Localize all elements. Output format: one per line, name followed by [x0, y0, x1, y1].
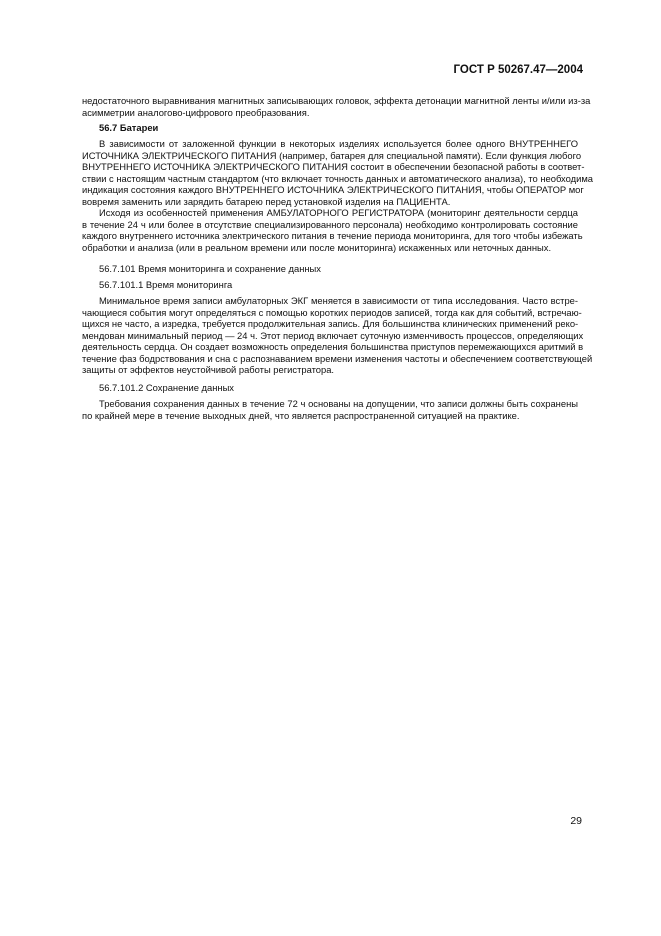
intro-paragraph: [82, 95, 591, 118]
page-number: 29: [570, 815, 582, 827]
text-line: защиты от эффектов неустойчивой работы регистратора.: [82, 364, 335, 375]
paragraph-batteries-2: [82, 207, 583, 253]
subsection-heading: 56.7.101.1 Время мониторинга: [99, 279, 233, 290]
text-line: течение фаз бодрствования и сна с распознаванием времени изменения частоты и обеспечением соответствующей: [82, 352, 593, 364]
text-line: Требования сохранения данных в течение 72 ч основаны на допущении, что записи должны быть сохранены: [99, 398, 578, 409]
text-line: асимметрии аналогово-цифрового преобразования.: [82, 106, 310, 118]
text-line: по крайней мере в течение выходных дней, что является распространенной ситуацией на практике.: [82, 409, 520, 421]
document-number: ГОСТ Р 50267.47—2004: [453, 64, 583, 76]
text-line: обработки и анализа (или в реальном времени или после мониторинга) искаженных или неточных данных.: [82, 241, 552, 253]
text-line: ствии с настоящим частным стандартом (что включает точность данных и автоматического анализа), то необходима: [82, 172, 593, 184]
subsection-heading: 56.7.101.2 Сохранение данных: [99, 382, 234, 393]
text-line: Минимальное время записи амбулаторных ЭКГ меняется в зависимости от типа исследования. Часто встре-: [99, 295, 578, 306]
text-line: чающиеся события могут определяться с помощью коротких периодов записей, тогда как для событий, встречаю-: [82, 306, 582, 318]
text-line: В зависимости от заложенной функции в некоторых изделиях используется более одного ВНУТРЕННЕГО: [99, 138, 578, 149]
text-line: индикация состояния каждого ВНУТРЕННЕГО ИСТОЧНИКА ЭЛЕКТРИЧЕСКОГО ПИТАНИЯ, чтобы ОПЕРАТОР мог: [82, 184, 584, 195]
text-line: вовремя заменить или зарядить батарею перед установкой изделия на ПАЦИЕНТА.: [82, 195, 451, 207]
text-line: Исходя из особенностей применения АМБУЛАТОРНОГО РЕГИСТРАТОРА (мониторинг деятельности сердца: [99, 207, 578, 218]
paragraph-data-retention: [82, 398, 578, 421]
text-line: ВНУТРЕННЕГО ИСТОЧНИКА ЭЛЕКТРИЧЕСКОГО ПИТАНИЯ состоит в обеспечении безопасной работы в соответ-: [82, 161, 585, 172]
text-line: в течение 24 ч или более в отсутствие специализированного персонала) необходимо контролировать состояние: [82, 218, 578, 230]
text-line: недостаточного выравнивания магнитных записывающих головок, эффекта детонации магнитной ленты и/или из-за: [82, 95, 591, 106]
paragraph-monitoring-time: [82, 295, 593, 376]
text-line: каждого внутреннего источника электрического питания в течение периода мониторинга, для того чтобы избежать: [82, 230, 583, 241]
text-line: щихся не часто, а изредка, требуется продолжительная запись. Для большинства клинических применений реко-: [82, 318, 579, 329]
text-line: ИСТОЧНИКА ЭЛЕКТРИЧЕСКОГО ПИТАНИЯ (например, батарея для специальной памяти). Если функция любого: [82, 149, 582, 161]
paragraph-batteries-1: [82, 138, 593, 207]
subsection-heading: 56.7.101 Время мониторинга и сохранение данных: [99, 263, 321, 274]
text-line: мендован минимальный период — 24 ч. Этот период включает суточную изменчивость процессов, определяющих: [82, 329, 584, 341]
text-line: деятельность сердца. Он создает возможность определения большинства приступов перемежающихся аритмий в: [82, 341, 584, 352]
section-heading: 56.7 Батареи: [99, 122, 159, 133]
